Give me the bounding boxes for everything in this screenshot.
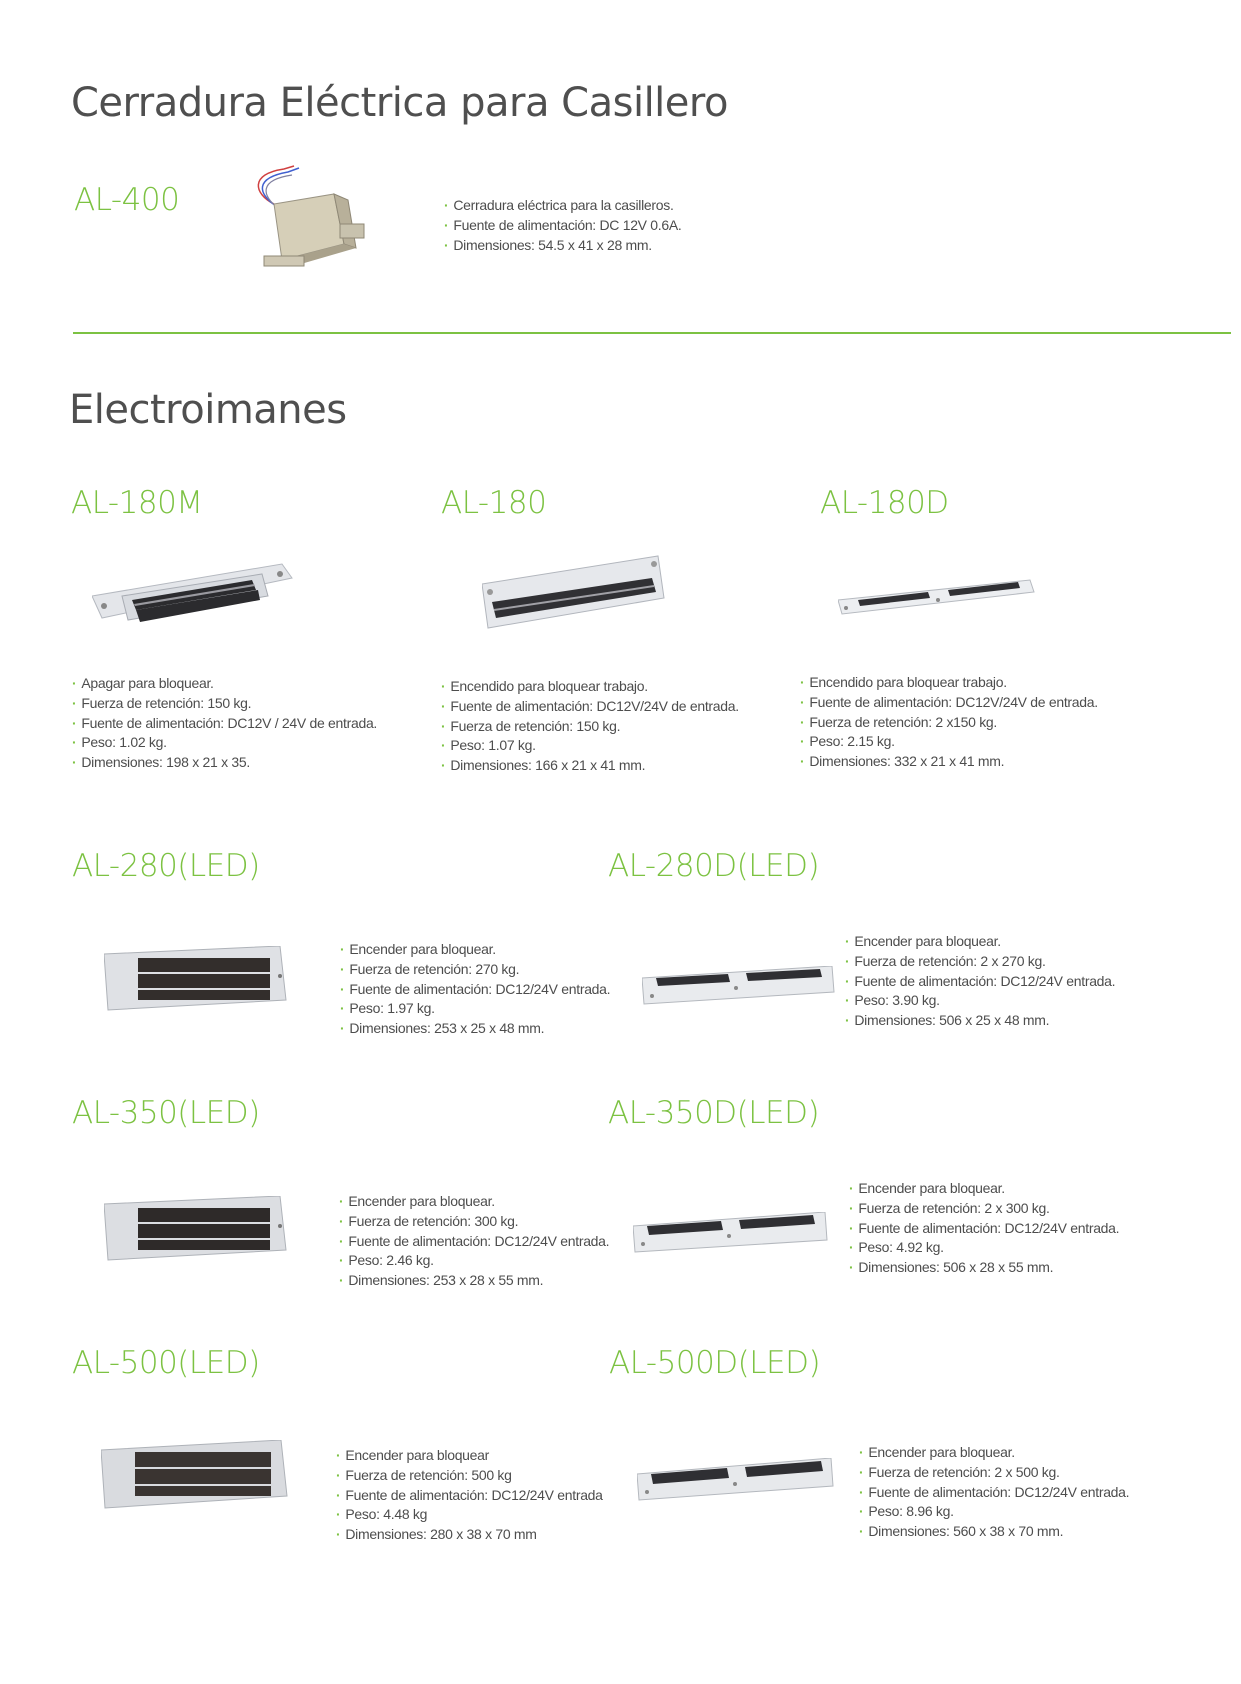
spec-item: · Fuente de alimentación: DC12/24V entrada. [339,1232,609,1252]
model-name-al500: AL-500(LED) [72,1345,260,1381]
spec-item: · Peso: 4.92 kg. [849,1238,1119,1258]
spec-item: · Encender para bloquear [336,1446,603,1466]
spec-item: · Fuente de alimentación: DC12V/24V de entrada. [441,697,739,717]
spec-item: · Peso: 3.90 kg. [845,991,1115,1011]
magnet-al350-image [104,1196,288,1262]
section-title-magnets: Electroimanes [69,387,347,433]
spec-item: · Dimensiones: 253 x 28 x 55 mm. [339,1271,609,1291]
spec-item: · Dimensiones: 332 x 21 x 41 mm. [800,752,1098,772]
spec-item: · Dimensiones: 506 x 28 x 55 mm. [849,1258,1119,1278]
spec-item: · Dimensiones: 198 x 21 x 35. [72,753,377,773]
spec-item: · Fuerza de retención: 270 kg. [340,960,610,980]
spec-item: · Peso: 1.97 kg. [340,999,610,1019]
spec-item: · Dimensiones: 280 x 38 x 70 mm [336,1525,603,1545]
magnet-al180-image [482,552,668,632]
section-title-locker: Cerradura Eléctrica para Casillero [71,80,728,126]
spec-item: · Cerradura eléctrica para la casilleros. [444,196,682,216]
spec-item: · Fuerza de retención: 300 kg. [339,1212,609,1232]
specs-al350 [339,1192,609,1291]
spec-item: · Dimensiones: 166 x 21 x 41 mm. [441,756,739,776]
spec-item: · Dimensiones: 253 x 25 x 48 mm. [340,1019,610,1039]
specs-al500d [859,1443,1129,1542]
specs-al180m [72,674,377,773]
magnet-al180d-image [838,578,1036,620]
spec-item: · Peso: 1.02 kg. [72,733,377,753]
magnet-al280d-image [642,966,836,1006]
specs-al180 [441,677,739,776]
spec-item: · Peso: 2.46 kg. [339,1251,609,1271]
magnet-al500-image [101,1440,289,1510]
spec-item: · Fuente de alimentación: DC12V/24V de entrada. [800,693,1098,713]
spec-item: · Fuerza de retención: 2 x150 kg. [800,713,1098,733]
spec-item: · Fuente de alimentación: DC12/24V entrada. [845,972,1115,992]
electric-lock-image [244,164,384,286]
spec-item: · Fuerza de retención: 150 kg. [72,694,377,714]
magnet-al350d-image [633,1212,829,1254]
spec-item: · Fuerza de retención: 500 kg [336,1466,603,1486]
spec-item: · Encender para bloquear. [340,940,610,960]
spec-item: · Fuerza de retención: 150 kg. [441,717,739,737]
spec-item: · Encender para bloquear. [849,1179,1119,1199]
spec-item: · Dimensiones: 54.5 x 41 x 28 mm. [444,236,682,256]
spec-item: · Encender para bloquear. [339,1192,609,1212]
specs-al350d [849,1179,1119,1278]
magnet-al180m-image [92,560,296,630]
magnet-al500d-image [637,1458,835,1502]
spec-item: · Peso: 2.15 kg. [800,732,1098,752]
specs-al500 [336,1446,603,1545]
spec-item: · Fuente de alimentación: DC 12V 0.6A. [444,216,682,236]
spec-item: · Fuerza de retención: 2 x 300 kg. [849,1199,1119,1219]
model-name-al180d: AL-180D [820,485,949,521]
spec-item: · Fuente de alimentación: DC12V / 24V de entrada. [72,714,377,734]
spec-item: · Fuente de alimentación: DC12/24V entrada. [340,980,610,1000]
model-name-al280d: AL-280D(LED) [608,848,820,884]
specs-al180d [800,673,1098,772]
spec-item: · Fuente de alimentación: DC12/24V entrada [336,1486,603,1506]
spec-item: · Fuente de alimentación: DC12/24V entrada. [849,1219,1119,1239]
spec-item: · Dimensiones: 506 x 25 x 48 mm. [845,1011,1115,1031]
spec-item: · Encender para bloquear. [845,932,1115,952]
specs-al280d [845,932,1115,1031]
spec-item: · Dimensiones: 560 x 38 x 70 mm. [859,1522,1129,1542]
spec-item: · Fuerza de retención: 2 x 270 kg. [845,952,1115,972]
spec-item: · Peso: 8.96 kg. [859,1502,1129,1522]
model-name-al180: AL-180 [441,485,547,521]
spec-item: · Encender para bloquear. [859,1443,1129,1463]
model-name-al400: AL-400 [74,182,180,218]
spec-item: · Fuente de alimentación: DC12/24V entrada. [859,1483,1129,1503]
model-name-al350: AL-350(LED) [72,1095,260,1131]
model-name-al280: AL-280(LED) [72,848,260,884]
model-name-al350d: AL-350D(LED) [608,1095,820,1131]
spec-item: · Encendido para bloquear trabajo. [441,677,739,697]
spec-item: · Peso: 4.48 kg [336,1505,603,1525]
specs-al280 [340,940,610,1039]
section-divider [73,332,1231,334]
model-name-al180m: AL-180M [71,485,203,521]
spec-item: · Fuerza de retención: 2 x 500 kg. [859,1463,1129,1483]
spec-item: · Apagar para bloquear. [72,674,377,694]
specs-al400 [444,196,682,255]
spec-item: · Encendido para bloquear trabajo. [800,673,1098,693]
spec-item: · Peso: 1.07 kg. [441,736,739,756]
magnet-al280-image [104,946,288,1012]
model-name-al500d: AL-500D(LED) [609,1345,821,1381]
